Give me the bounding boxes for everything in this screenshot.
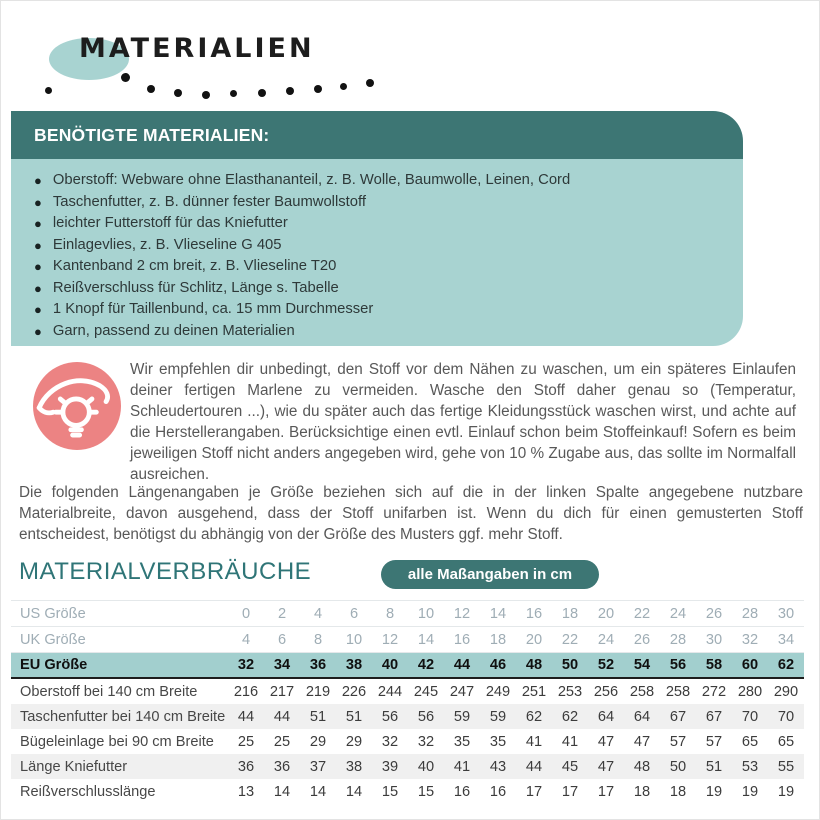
dot-icon (147, 85, 155, 93)
value-cell: 44 (228, 704, 264, 729)
materials-table (11, 600, 804, 804)
list-item-text: Garn, passend zu deinen Materialien (52, 322, 295, 339)
value-cell: 41 (561, 733, 579, 750)
materials-box-header (11, 111, 743, 159)
value-cell: 56 (408, 704, 444, 729)
bullet-icon: ● (34, 280, 42, 296)
bullet-icon: ● (34, 259, 42, 274)
value-cell: 226 (341, 683, 367, 700)
value-cell: 29 (345, 733, 363, 750)
value-cell: 50 (552, 653, 588, 679)
value-cell: 55 (768, 754, 804, 779)
value-cell: 290 (773, 683, 799, 700)
value-cell: 258 (665, 683, 691, 700)
value-cell: 37 (300, 754, 336, 779)
value-cell: 47 (588, 754, 624, 779)
value-cell: 64 (624, 704, 660, 729)
dot-icon (121, 73, 130, 82)
title-block (1, 1, 421, 101)
value-cell: 19 (741, 783, 759, 800)
value-cell: 32 (417, 733, 435, 750)
value-cell: 16 (444, 627, 480, 653)
value-cell: 14 (408, 627, 444, 653)
row-label: Reißverschlusslänge (20, 783, 156, 800)
list-item (34, 192, 719, 214)
value-cell: 62 (768, 653, 804, 679)
value-cell: 19 (777, 783, 795, 800)
value-cell: 41 (525, 733, 543, 750)
value-cell: 12 (444, 601, 480, 627)
consumption-section-header (19, 558, 803, 592)
value-cell: 24 (660, 601, 696, 627)
value-cell: 40 (372, 653, 408, 679)
value-cell: 14 (309, 783, 327, 800)
value-cell: 253 (557, 683, 583, 700)
value-cell: 60 (732, 653, 768, 679)
value-cell: 59 (444, 704, 480, 729)
table-row (11, 678, 804, 704)
value-cell: 32 (228, 653, 264, 679)
value-cell: 28 (732, 601, 768, 627)
value-cell: 26 (696, 601, 732, 627)
value-cell: 219 (305, 683, 331, 700)
list-item (34, 299, 719, 321)
value-cell: 36 (300, 653, 336, 679)
value-cell: 24 (588, 627, 624, 653)
dot-icon (366, 79, 374, 87)
value-cell: 47 (597, 733, 615, 750)
table-row (11, 704, 804, 729)
value-cell: 41 (444, 754, 480, 779)
value-cell: 44 (516, 754, 552, 779)
list-item (34, 256, 719, 278)
value-cell: 10 (336, 627, 372, 653)
tip-block (33, 359, 796, 485)
bullet-icon: ● (34, 194, 42, 210)
value-cell: 4 (228, 627, 264, 653)
value-cell: 16 (489, 783, 507, 800)
value-cell: 44 (444, 653, 480, 679)
value-cell: 57 (669, 733, 687, 750)
bullet-icon: ● (34, 323, 42, 339)
value-cell: 45 (552, 754, 588, 779)
dot-icon (202, 91, 210, 99)
value-cell: 65 (741, 733, 759, 750)
list-item (34, 170, 719, 192)
dot-icon (286, 87, 294, 95)
value-cell: 53 (732, 754, 768, 779)
materials-list (34, 170, 719, 342)
dot-icon (230, 90, 237, 97)
intro-text: Die folgenden Längenangaben je Größe beziehen sich auf die in der linken Spalte angegebene nutzbare Materialbreite, davon ausgehend, dass der Stoff unifarben ist. Wenn du dich für einen gemusterten Stoff entscheidest, benötigst du abhängig von der Größe des Musters ggf. mehr Stoff. (19, 484, 803, 543)
value-cell: 50 (660, 754, 696, 779)
value-cell: 30 (696, 627, 732, 653)
value-cell: 6 (336, 601, 372, 627)
value-cell: 48 (516, 653, 552, 679)
value-cell: 256 (593, 683, 619, 700)
value-cell: 15 (417, 783, 435, 800)
value-cell: 16 (453, 783, 471, 800)
row-label: Oberstoff bei 140 cm Breite (20, 683, 198, 700)
value-cell: 18 (480, 627, 516, 653)
list-item-text: 1 Knopf für Taillenbund, ca. 15 mm Durchmesser (52, 301, 374, 317)
value-cell: 42 (408, 653, 444, 679)
list-item-text: Reißverschluss für Schlitz, Länge s. Tabelle (52, 279, 339, 296)
dot-icon (174, 89, 182, 97)
value-cell: 18 (633, 783, 651, 800)
value-cell: 14 (480, 601, 516, 627)
dot-icon (314, 85, 322, 93)
value-cell: 48 (624, 754, 660, 779)
page-title: MATERIALIEN (79, 33, 315, 64)
value-cell: 8 (372, 601, 408, 627)
value-cell: 26 (624, 627, 660, 653)
value-cell: 12 (372, 627, 408, 653)
value-cell: 30 (768, 601, 804, 627)
value-cell: 32 (381, 733, 399, 750)
value-cell: 67 (660, 704, 696, 729)
value-cell: 38 (336, 754, 372, 779)
bullet-icon: ● (34, 302, 42, 317)
value-cell: 18 (669, 783, 687, 800)
value-cell: 19 (705, 783, 723, 800)
value-cell: 62 (552, 704, 588, 729)
value-cell: 46 (480, 653, 516, 679)
row-label: US Größe (11, 601, 228, 627)
value-cell: 245 (413, 683, 439, 700)
value-cell: 247 (449, 683, 475, 700)
list-item-text: Taschenfutter, z. B. dünner fester Baumwollstoff (52, 193, 366, 210)
row-label: Bügeleinlage bei 90 cm Breite (20, 733, 214, 750)
section-heading: MATERIALVERBRÄUCHE (19, 558, 312, 585)
value-cell: 17 (561, 783, 579, 800)
list-item (34, 235, 719, 257)
value-cell: 17 (597, 783, 615, 800)
value-cell: 217 (269, 683, 295, 700)
value-cell: 29 (309, 733, 327, 750)
list-item-text: leichter Futterstoff für das Kniefutter (52, 215, 288, 231)
value-cell: 244 (377, 683, 403, 700)
value-cell: 59 (480, 704, 516, 729)
value-cell: 62 (516, 704, 552, 729)
value-cell: 20 (516, 627, 552, 653)
value-cell: 34 (264, 653, 300, 679)
value-cell: 57 (705, 733, 723, 750)
value-cell: 6 (264, 627, 300, 653)
value-cell: 16 (516, 601, 552, 627)
row-label: UK Größe (11, 627, 228, 653)
value-cell: 65 (777, 733, 795, 750)
value-cell: 14 (273, 783, 291, 800)
value-cell: 58 (696, 653, 732, 679)
table-row (11, 653, 804, 679)
value-cell: 4 (300, 601, 336, 627)
table-row (11, 601, 804, 627)
value-cell: 43 (480, 754, 516, 779)
list-item (34, 321, 719, 343)
row-label: EU Größe (11, 653, 228, 679)
table-row (11, 627, 804, 653)
value-cell: 70 (768, 704, 804, 729)
value-cell: 67 (696, 704, 732, 729)
units-badge: alle Maßangaben in cm (381, 560, 599, 589)
value-cell: 249 (485, 683, 511, 700)
materials-heading: BENÖTIGTE MATERIALIEN: (34, 124, 270, 145)
value-cell: 25 (273, 733, 291, 750)
value-cell: 28 (660, 627, 696, 653)
value-cell: 14 (345, 783, 363, 800)
table-row (11, 779, 804, 804)
value-cell: 8 (300, 627, 336, 653)
value-cell: 22 (624, 601, 660, 627)
list-item (34, 213, 719, 235)
value-cell: 38 (336, 653, 372, 679)
row-label: Länge Kniefutter (11, 754, 228, 779)
table-row (11, 729, 804, 754)
dot-icon (340, 83, 347, 90)
value-cell: 51 (696, 754, 732, 779)
value-cell: 32 (732, 627, 768, 653)
row-label: Taschenfutter bei 140 cm Breite (11, 704, 228, 729)
bullet-icon: ● (34, 237, 42, 253)
list-item-text: Einlagevlies, z. B. Vlieseline G 405 (52, 236, 282, 253)
eye-lightbulb-icon (33, 362, 121, 450)
value-cell: 272 (701, 683, 727, 700)
value-cell: 51 (300, 704, 336, 729)
bullet-icon: ● (34, 216, 42, 231)
value-cell: 39 (372, 754, 408, 779)
value-cell: 280 (737, 683, 763, 700)
value-cell: 35 (489, 733, 507, 750)
value-cell: 47 (633, 733, 651, 750)
value-cell: 70 (732, 704, 768, 729)
value-cell: 25 (237, 733, 255, 750)
value-cell: 13 (237, 783, 255, 800)
value-cell: 34 (768, 627, 804, 653)
value-cell: 17 (525, 783, 543, 800)
list-item (34, 278, 719, 300)
value-cell: 2 (264, 601, 300, 627)
value-cell: 18 (552, 601, 588, 627)
value-cell: 54 (624, 653, 660, 679)
dot-icon (258, 89, 266, 97)
value-cell: 64 (588, 704, 624, 729)
value-cell: 258 (629, 683, 655, 700)
value-cell: 56 (660, 653, 696, 679)
value-cell: 35 (453, 733, 471, 750)
table-row (11, 754, 804, 779)
list-item-text: Oberstoff: Webware ohne Elasthananteil, z. B. Wolle, Baumwolle, Leinen, Cord (52, 172, 571, 188)
dot-icon (45, 87, 52, 94)
value-cell: 40 (408, 754, 444, 779)
tip-text: Wir empfehlen dir unbedingt, den Stoff vor dem Nähen zu waschen, um ein späteres Einlaufen deiner fertigen Marlene zu vermeiden. Wasche den Stoff daher genau so (Temperatur, Schleudertouren ...), wie du später auch das fertige Kleidungsstück waschen wirst, und achte auf die Herstellerangaben. Berücksichtige einen evtl. Einlauf schon beim Stoffeinkauf! Sofern es beim jeweiligen Stoff nicht anders angegeben wird, gehe von 10 % Zugabe aus, das sollte im Normalfall ausreichen. (130, 361, 796, 483)
value-cell: 52 (588, 653, 624, 679)
value-cell: 10 (408, 601, 444, 627)
list-item-text: Kantenband 2 cm breit, z. B. Vlieseline T20 (52, 258, 337, 274)
bullet-icon: ● (34, 173, 42, 188)
value-cell: 22 (552, 627, 588, 653)
value-cell: 56 (372, 704, 408, 729)
value-cell: 20 (588, 601, 624, 627)
value-cell: 216 (233, 683, 259, 700)
value-cell: 36 (228, 754, 264, 779)
materials-box-body (11, 159, 743, 346)
value-cell: 51 (336, 704, 372, 729)
value-cell: 44 (264, 704, 300, 729)
value-cell: 15 (381, 783, 399, 800)
value-cell: 36 (264, 754, 300, 779)
value-cell: 251 (521, 683, 547, 700)
value-cell: 0 (228, 601, 264, 627)
